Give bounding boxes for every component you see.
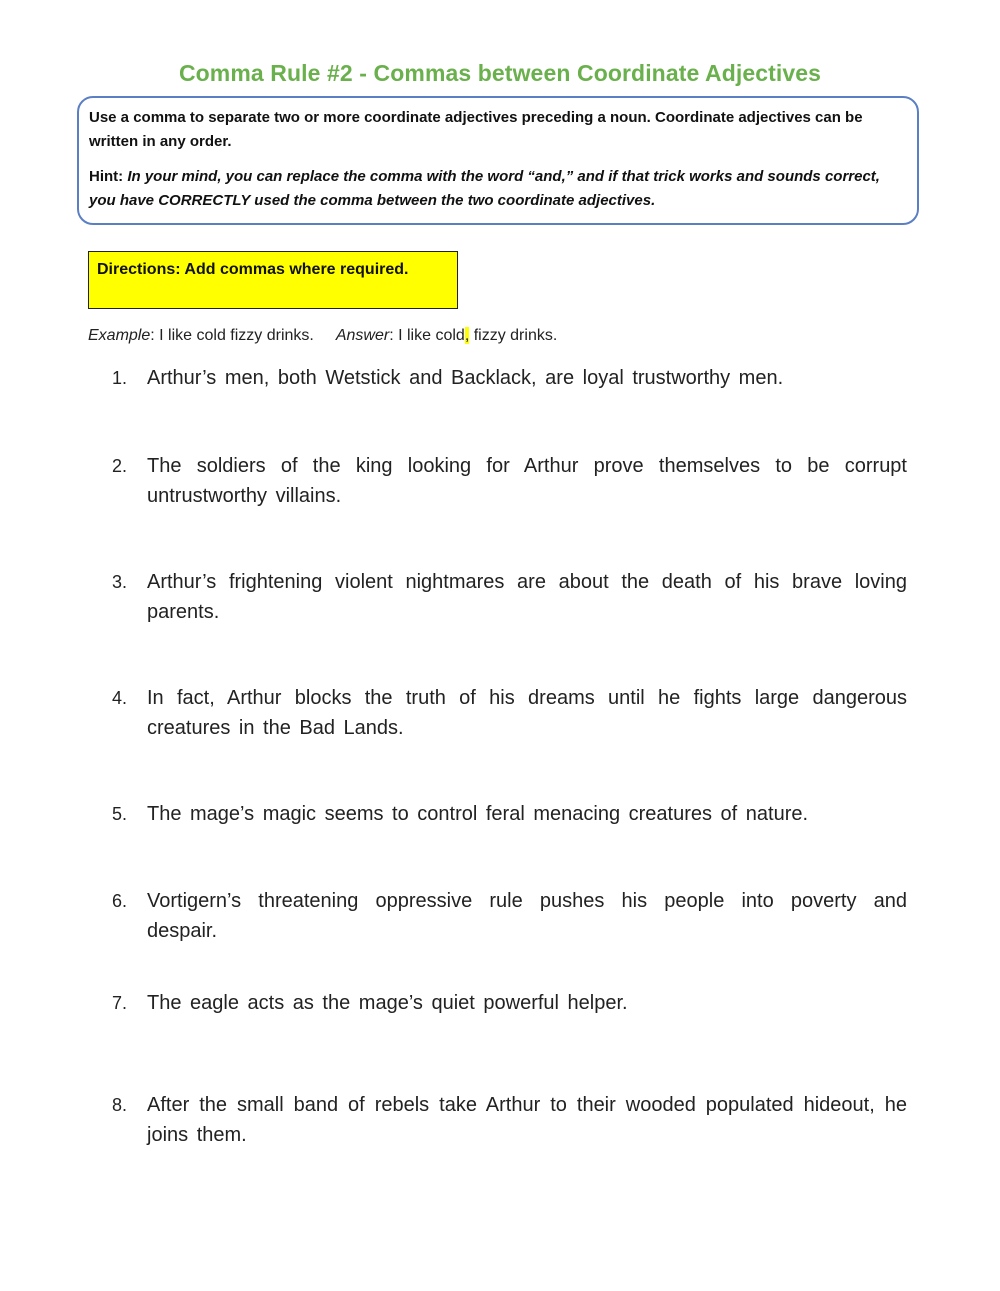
- exercise-item: [112, 363, 907, 393]
- item-number: 6.: [112, 891, 128, 911]
- example-label: Example: [88, 327, 151, 344]
- directions-text: Directions: Add commas where required.: [97, 261, 409, 278]
- item-number: 7.: [112, 993, 128, 1013]
- item-text[interactable]: The mage’s magic seems to control feral menacing creatures of nature.: [147, 803, 809, 825]
- item-text[interactable]: The soldiers of the king looking for Arthur prove themselves to be corrupt untrustworthy villains.: [147, 455, 907, 507]
- answer-label: Answer: [335, 327, 390, 344]
- item-text[interactable]: Vortigern’s threatening oppressive rule pushes his people into poverty and despair.: [147, 890, 907, 942]
- item-number: 8.: [112, 1095, 128, 1115]
- item-text[interactable]: After the small band of rebels take Arthur to their wooded populated hideout, he joins them.: [147, 1094, 907, 1146]
- item-text[interactable]: The eagle acts as the mage’s quiet powerful helper.: [147, 992, 628, 1014]
- rule-box: [77, 96, 919, 225]
- item-number: 3.: [112, 572, 128, 592]
- item-number: 2.: [112, 456, 128, 476]
- item-number: 1.: [112, 368, 128, 388]
- example-sentence: : I like cold fizzy drinks.: [150, 327, 314, 344]
- directions-box: [88, 251, 458, 309]
- exercise-item: [112, 1090, 907, 1150]
- hint-label: Hint:: [89, 168, 124, 185]
- exercise-item: [112, 799, 907, 829]
- item-text[interactable]: Arthur’s men, both Wetstick and Backlack, are loyal trustworthy men.: [147, 367, 784, 389]
- hint: [89, 165, 905, 213]
- exercise-item: [112, 451, 907, 511]
- exercise-item: [112, 567, 907, 627]
- highlighted-comma: ,: [464, 327, 470, 344]
- exercise-item: [112, 886, 907, 946]
- item-text[interactable]: In fact, Arthur blocks the truth of his dreams until he fights large dangerous creatures in the Bad Lands.: [147, 687, 907, 739]
- exercise-item: [112, 683, 907, 743]
- exercise-item: [112, 988, 907, 1018]
- rule-text: Use a comma to separate two or more coordinate adjectives preceding a noun. Coordinate adjectives can be written in any order.: [89, 109, 863, 150]
- item-number: 4.: [112, 688, 128, 708]
- answer-after: fizzy drinks.: [469, 327, 558, 344]
- example-line: [88, 327, 557, 345]
- item-number: 5.: [112, 804, 128, 824]
- page-title: Comma Rule #2 - Commas between Coordinate Adjectives: [178, 60, 822, 86]
- hint-text: In your mind, you can replace the comma with the word “and,” and if that trick works and sounds correct, you have CORRECTLY used the comma between the two coordinate adjectives.: [89, 168, 880, 209]
- item-text[interactable]: Arthur’s frightening violent nightmares are about the death of his brave loving parents.: [147, 571, 907, 623]
- answer-before: : I like cold: [389, 327, 465, 344]
